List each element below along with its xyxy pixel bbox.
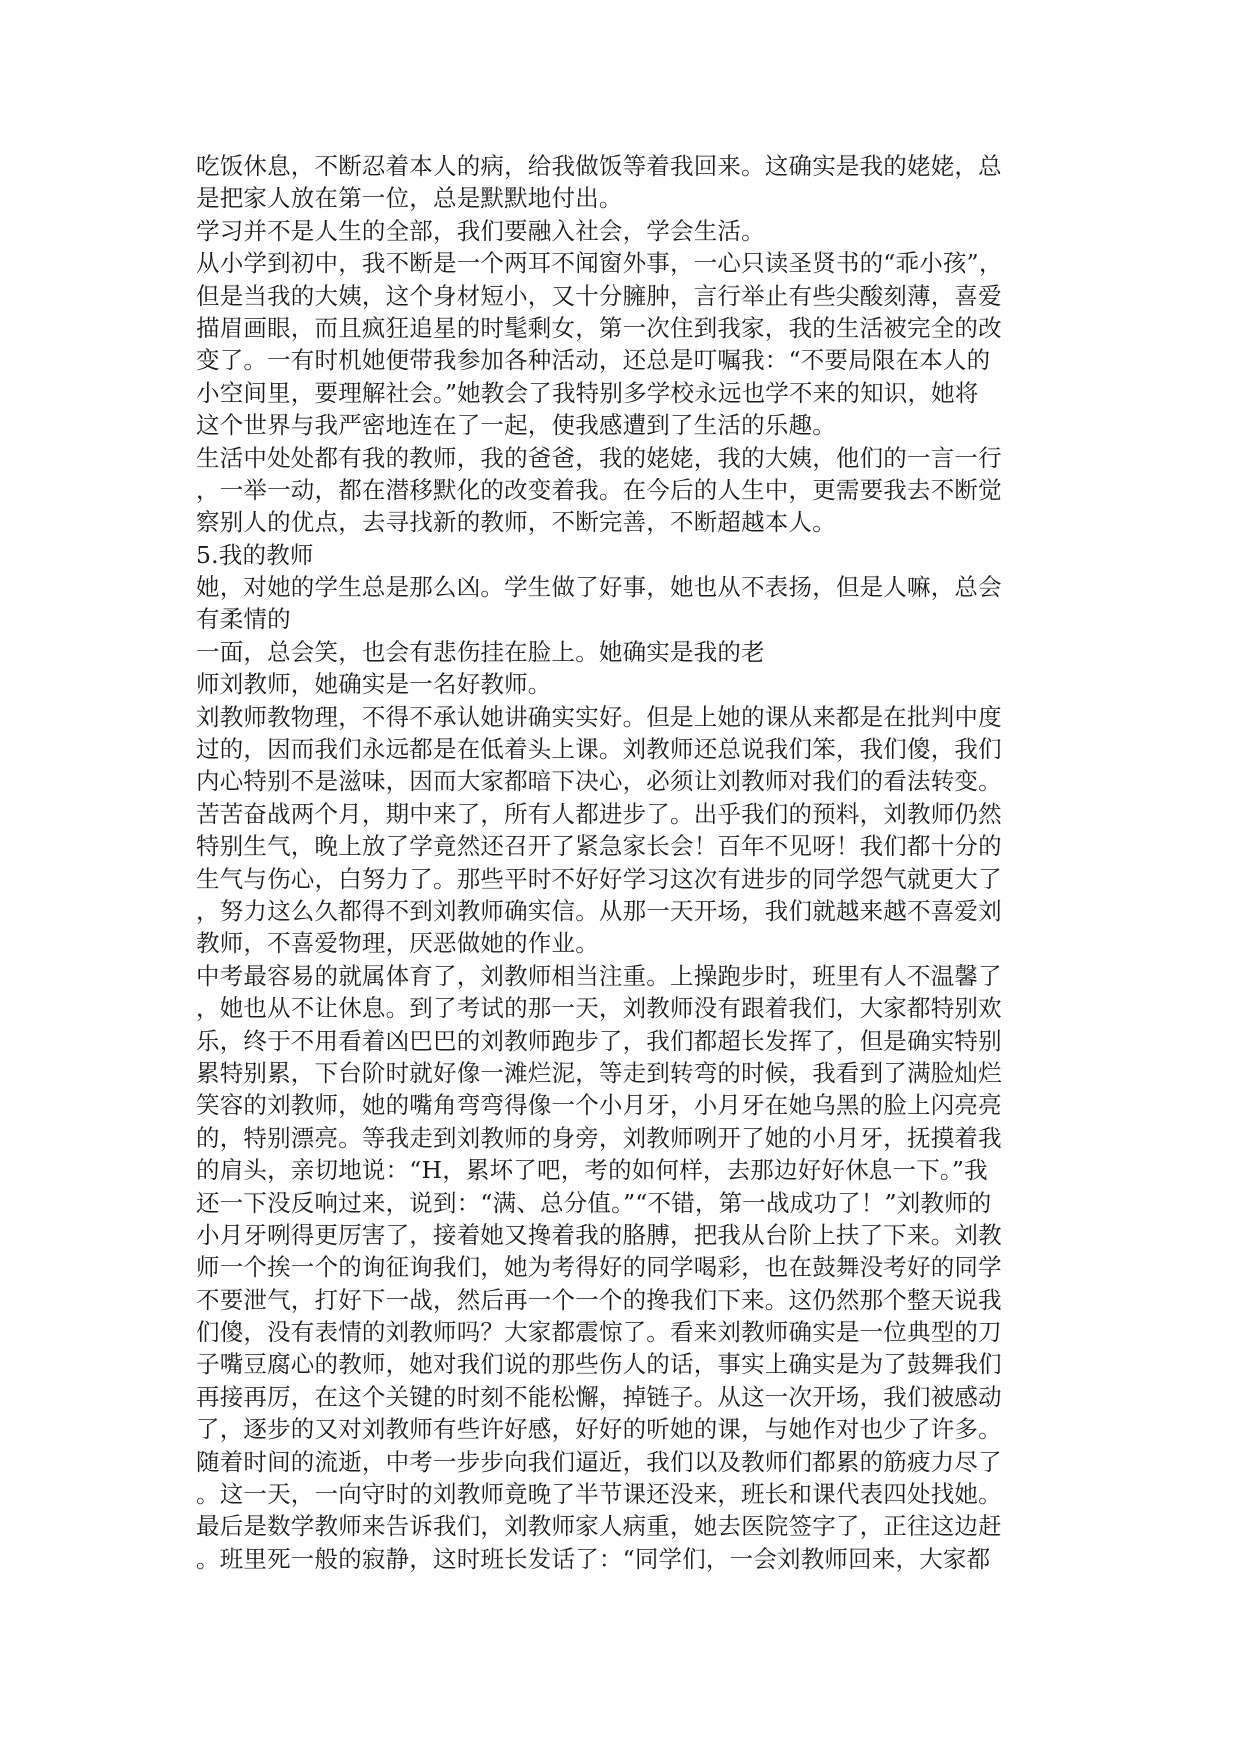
text-line: 乐，终于不用看着凶巴巴的刘教师跑步了，我们都超长发挥了，但是确实特别 bbox=[196, 1026, 1002, 1055]
text-line: 们傻，没有表情的刘教师吗？大家都震惊了。看来刘教师确实是一位典型的刀 bbox=[196, 1318, 1002, 1347]
text-line: 最后是数学教师来告诉我们，刘教师家人病重，她去医院签字了，正往这边赶 bbox=[196, 1512, 1002, 1541]
text-line: 吃饭休息，不断忍着本人的病，给我做饭等着我回来。这确实是我的姥姥，总 bbox=[196, 152, 1002, 180]
text-line: 不要泄气，打好下一战，然后再一个一个的搀我们下来。这仍然那个整天说我 bbox=[196, 1285, 1002, 1314]
text-line: 内心特别不是滋味，因而大家都暗下决心，必须让刘教师对我们的看法转变。 bbox=[196, 767, 1002, 796]
text-line: 教师，不喜爱物理，厌恶做她的作业。 bbox=[196, 929, 599, 958]
text-line: 学习并不是人生的全部，我们要融入社会，学会生活。 bbox=[196, 216, 765, 245]
text-line: 描眉画眼，而且疯狂追星的时髦剩女，第一次住到我家，我的生活被完全的改 bbox=[196, 313, 1002, 342]
text-line: ，她也从不让休息。到了考试的那一天，刘教师没有跟着我们，大家都特别欢 bbox=[196, 994, 1002, 1023]
text-line: 她，对她的学生总是那么凶。学生做了好事，她也从不表扬，但是人嘛，总会 bbox=[196, 573, 1002, 602]
text-line: 小月牙咧得更厉害了，接着她又搀着我的胳膊，把我从台阶上扶了下来。刘教 bbox=[196, 1220, 1002, 1249]
text-line: 刘教师教物理，不得不承认她讲确实实好。但是上她的课从来都是在批判中度 bbox=[196, 702, 1002, 731]
text-line: 特别生气，晚上放了学竟然还召开了紧急家长会！百年不见呀！我们都十分的 bbox=[196, 832, 1002, 861]
text-line: 中考最容易的就属体育了，刘教师相当注重。上操跑步时，班里有人不温馨了 bbox=[196, 961, 1002, 990]
text-line: 了，逐步的又对刘教师有些许好感，好好的听她的课，与她作对也少了许多。 bbox=[196, 1415, 1002, 1444]
text-line: 生活中处处都有我的教师，我的爸爸，我的姥姥，我的大姨，他们的一言一行 bbox=[196, 443, 1002, 472]
text-line: 察别人的优点，去寻找新的教师，不断完善，不断超越本人。 bbox=[196, 508, 836, 537]
text-line: 苦苦奋战两个月，期中来了，所有人都进步了。出乎我们的预料，刘教师仍然 bbox=[196, 799, 1002, 828]
text-line: 一面，总会笑，也会有悲伤挂在脸上。她确实是我的老 bbox=[196, 637, 765, 666]
text-line: 的肩头，亲切地说：“H，累坏了吧，考的如何样，去那边好好休息一下。”我 bbox=[196, 1156, 988, 1185]
text-line: ，努力这么久都得不到刘教师确实信。从那一天开场，我们就越来越不喜爱刘 bbox=[196, 896, 1002, 925]
text-line: 但是当我的大姨，这个身材短小，又十分臃肿，言行举止有些尖酸刻薄，喜爱 bbox=[196, 281, 1002, 310]
text-line: 笑容的刘教师，她的嘴角弯弯得像一个小月牙，小月牙在她乌黑的脸上闪亮亮 bbox=[196, 1091, 1002, 1120]
text-line: 师刘教师，她确实是一名好教师。 bbox=[196, 670, 552, 699]
text-line: 生气与伤心，白努力了。那些平时不好好学习这次有进步的同学怨气就更大了 bbox=[196, 864, 1002, 893]
text-line: 有柔情的 bbox=[196, 605, 291, 634]
text-line: 从小学到初中，我不断是一个两耳不闻窗外事，一心只读圣贤书的“乖小孩”， bbox=[196, 249, 1003, 278]
text-line: 过的，因而我们永远都是在低着头上课。刘教师还总说我们笨，我们傻，我们 bbox=[196, 735, 1002, 764]
text-line: ，一举一动，都在潜移默化的改变着我。在今后的人生中，更需要我去不断觉 bbox=[196, 475, 1002, 504]
body-text bbox=[196, 150, 1056, 1575]
text-line: 的，特别漂亮。等我走到刘教师的身旁，刘教师咧开了她的小月牙，抚摸着我 bbox=[196, 1123, 1002, 1152]
text-line: 再接再厉，在这个关键的时刻不能松懈，掉链子。从这一次开场，我们被感动 bbox=[196, 1382, 1002, 1411]
text-line: 是把家人放在第一位，总是默默地付出。 bbox=[196, 184, 623, 213]
text-line: 还一下没反响过来，说到：“满、总分值。”“不错，第一战成功了！”刘教师的 bbox=[196, 1188, 992, 1217]
text-line: 小空间里，要理解社会。”她教会了我特别多学校永远也学不来的知识，她将 bbox=[196, 378, 979, 407]
text-line: 。这一天，一向守时的刘教师竟晚了半节课还没来，班长和课代表四处找她。 bbox=[196, 1480, 1002, 1509]
text-line: 累特别累，下台阶时就好像一滩烂泥，等走到转弯的时候，我看到了满脸灿烂 bbox=[196, 1058, 1002, 1087]
text-line: 变了。一有时机她便带我参加各种活动，还总是叮嘱我：“不要局限在本人的 bbox=[196, 346, 991, 375]
text-line: 子嘴豆腐心的教师，她对我们说的那些伤人的话，事实上确实是为了鼓舞我们 bbox=[196, 1350, 1002, 1379]
text-line: 。班里死一般的寂静，这时班长发话了：“同学们，一会刘教师回来，大家都 bbox=[196, 1544, 991, 1573]
text-line: 随着时间的流逝，中考一步步向我们逼近，我们以及教师们都累的筋疲力尽了 bbox=[196, 1447, 1002, 1476]
text-line: 师一个挨一个的询征询我们，她为考得好的同学喝彩，也在鼓舞没考好的同学 bbox=[196, 1253, 1002, 1282]
text-line: 5.我的教师 bbox=[196, 540, 314, 569]
text-line: 这个世界与我严密地连在了一起，使我感遭到了生活的乐趣。 bbox=[196, 411, 836, 440]
